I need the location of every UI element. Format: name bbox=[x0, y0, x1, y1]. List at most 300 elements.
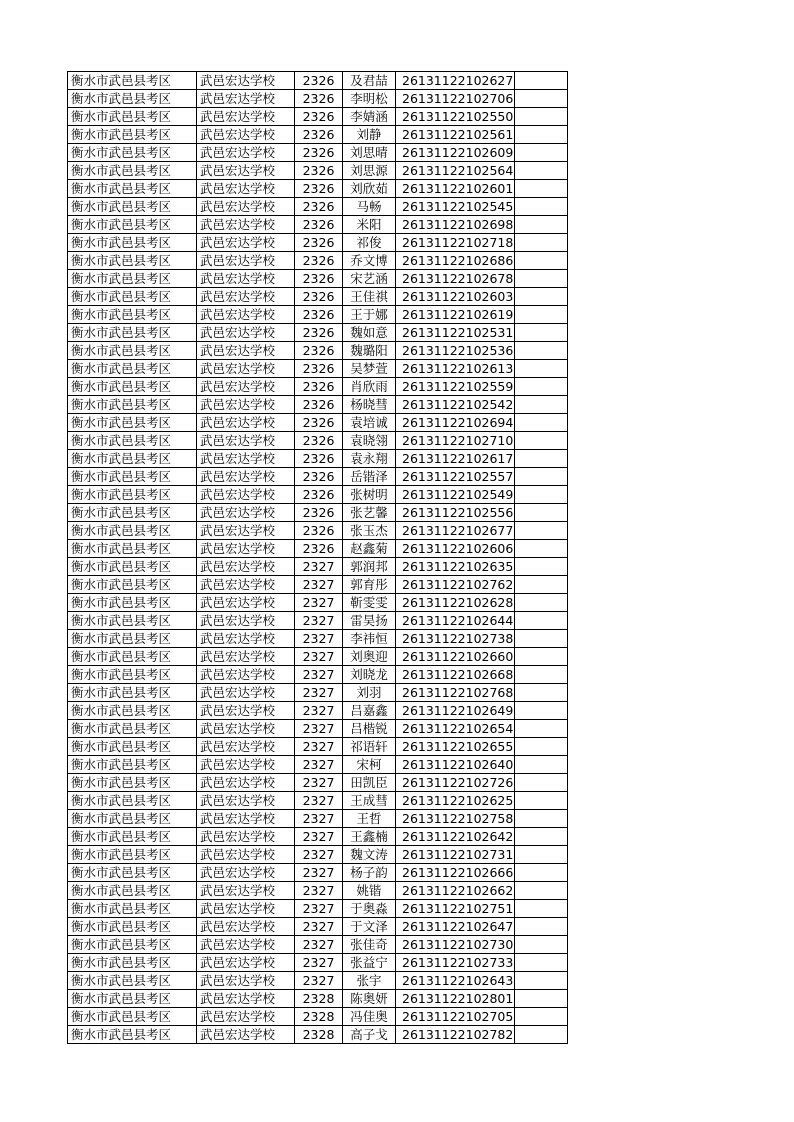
table-row bbox=[68, 882, 568, 900]
exam-id-cell: 26131122102655 bbox=[396, 738, 515, 756]
class-number-cell: 2327 bbox=[295, 954, 343, 972]
exam-area-cell: 衡水市武邑县考区 bbox=[68, 360, 197, 378]
student-name-cell: 王佳祺 bbox=[343, 288, 396, 306]
class-number-cell: 2326 bbox=[295, 144, 343, 162]
student-name-cell: 吕楷锐 bbox=[343, 720, 396, 738]
school-cell: 武邑宏达学校 bbox=[197, 90, 295, 108]
table-row bbox=[68, 324, 568, 342]
school-cell: 武邑宏达学校 bbox=[197, 288, 295, 306]
exam-area-cell: 衡水市武邑县考区 bbox=[68, 738, 197, 756]
exam-area-cell: 衡水市武邑县考区 bbox=[68, 576, 197, 594]
exam-area-cell: 衡水市武邑县考区 bbox=[68, 108, 197, 126]
class-number-cell: 2327 bbox=[295, 594, 343, 612]
table-row bbox=[68, 954, 568, 972]
student-name-cell: 陈奥妍 bbox=[343, 990, 396, 1008]
exam-area-cell: 衡水市武邑县考区 bbox=[68, 252, 197, 270]
class-number-cell: 2326 bbox=[295, 108, 343, 126]
school-cell: 武邑宏达学校 bbox=[197, 486, 295, 504]
school-cell: 武邑宏达学校 bbox=[197, 342, 295, 360]
student-name-cell: 魏璐阳 bbox=[343, 342, 396, 360]
student-name-cell: 张宇 bbox=[343, 972, 396, 990]
exam-id-cell: 26131122102710 bbox=[396, 432, 515, 450]
table-row bbox=[68, 558, 568, 576]
student-name-cell: 刘羽 bbox=[343, 684, 396, 702]
table-row bbox=[68, 738, 568, 756]
exam-id-cell: 26131122102531 bbox=[396, 324, 515, 342]
blank-cell bbox=[515, 450, 568, 468]
student-name-cell: 王鑫楠 bbox=[343, 828, 396, 846]
exam-id-cell: 26131122102694 bbox=[396, 414, 515, 432]
class-number-cell: 2326 bbox=[295, 126, 343, 144]
exam-id-cell: 26131122102666 bbox=[396, 864, 515, 882]
exam-id-cell: 26131122102686 bbox=[396, 252, 515, 270]
blank-cell bbox=[515, 810, 568, 828]
table-row bbox=[68, 108, 568, 126]
student-name-cell: 杨子韵 bbox=[343, 864, 396, 882]
student-name-cell: 王成彗 bbox=[343, 792, 396, 810]
exam-id-cell: 26131122102647 bbox=[396, 918, 515, 936]
school-cell: 武邑宏达学校 bbox=[197, 396, 295, 414]
blank-cell bbox=[515, 1008, 568, 1026]
exam-area-cell: 衡水市武邑县考区 bbox=[68, 270, 197, 288]
school-cell: 武邑宏达学校 bbox=[197, 954, 295, 972]
student-name-cell: 高子戈 bbox=[343, 1026, 396, 1044]
blank-cell bbox=[515, 540, 568, 558]
exam-id-cell: 26131122102625 bbox=[396, 792, 515, 810]
school-cell: 武邑宏达学校 bbox=[197, 144, 295, 162]
blank-cell bbox=[515, 720, 568, 738]
student-name-cell: 李婧涵 bbox=[343, 108, 396, 126]
blank-cell bbox=[515, 324, 568, 342]
class-number-cell: 2326 bbox=[295, 486, 343, 504]
table-row bbox=[68, 234, 568, 252]
exam-id-cell: 26131122102678 bbox=[396, 270, 515, 288]
student-name-cell: 魏文涛 bbox=[343, 846, 396, 864]
school-cell: 武邑宏达学校 bbox=[197, 450, 295, 468]
blank-cell bbox=[515, 252, 568, 270]
exam-area-cell: 衡水市武邑县考区 bbox=[68, 810, 197, 828]
exam-area-cell: 衡水市武邑县考区 bbox=[68, 378, 197, 396]
exam-id-cell: 26131122102536 bbox=[396, 342, 515, 360]
exam-id-cell: 26131122102635 bbox=[396, 558, 515, 576]
table-row bbox=[68, 936, 568, 954]
student-name-cell: 李明松 bbox=[343, 90, 396, 108]
exam-id-cell: 26131122102654 bbox=[396, 720, 515, 738]
table-row bbox=[68, 198, 568, 216]
student-name-cell: 岳锴泽 bbox=[343, 468, 396, 486]
class-number-cell: 2327 bbox=[295, 702, 343, 720]
table-row bbox=[68, 396, 568, 414]
blank-cell bbox=[515, 144, 568, 162]
exam-id-cell: 26131122102545 bbox=[396, 198, 515, 216]
school-cell: 武邑宏达学校 bbox=[197, 630, 295, 648]
exam-id-cell: 26131122102640 bbox=[396, 756, 515, 774]
school-cell: 武邑宏达学校 bbox=[197, 612, 295, 630]
exam-id-cell: 26131122102617 bbox=[396, 450, 515, 468]
student-name-cell: 郭润邦 bbox=[343, 558, 396, 576]
table-row bbox=[68, 504, 568, 522]
class-number-cell: 2326 bbox=[295, 504, 343, 522]
table-row bbox=[68, 72, 568, 90]
school-cell: 武邑宏达学校 bbox=[197, 702, 295, 720]
school-cell: 武邑宏达学校 bbox=[197, 810, 295, 828]
exam-area-cell: 衡水市武邑县考区 bbox=[68, 1026, 197, 1044]
student-name-cell: 田凯臣 bbox=[343, 774, 396, 792]
class-number-cell: 2326 bbox=[295, 324, 343, 342]
exam-area-cell: 衡水市武邑县考区 bbox=[68, 630, 197, 648]
school-cell: 武邑宏达学校 bbox=[197, 918, 295, 936]
table-row bbox=[68, 846, 568, 864]
exam-id-cell: 26131122102561 bbox=[396, 126, 515, 144]
class-number-cell: 2326 bbox=[295, 252, 343, 270]
class-number-cell: 2327 bbox=[295, 576, 343, 594]
blank-cell bbox=[515, 792, 568, 810]
school-cell: 武邑宏达学校 bbox=[197, 738, 295, 756]
blank-cell bbox=[515, 864, 568, 882]
table-row bbox=[68, 648, 568, 666]
exam-id-cell: 26131122102726 bbox=[396, 774, 515, 792]
table-row bbox=[68, 612, 568, 630]
school-cell: 武邑宏达学校 bbox=[197, 432, 295, 450]
exam-area-cell: 衡水市武邑县考区 bbox=[68, 198, 197, 216]
blank-cell bbox=[515, 342, 568, 360]
class-number-cell: 2327 bbox=[295, 792, 343, 810]
exam-area-cell: 衡水市武邑县考区 bbox=[68, 972, 197, 990]
exam-area-cell: 衡水市武邑县考区 bbox=[68, 522, 197, 540]
exam-id-cell: 26131122102549 bbox=[396, 486, 515, 504]
school-cell: 武邑宏达学校 bbox=[197, 666, 295, 684]
table-row bbox=[68, 576, 568, 594]
exam-area-cell: 衡水市武邑县考区 bbox=[68, 900, 197, 918]
student-name-cell: 王哲 bbox=[343, 810, 396, 828]
class-number-cell: 2326 bbox=[295, 288, 343, 306]
blank-cell bbox=[515, 756, 568, 774]
table-row bbox=[68, 306, 568, 324]
school-cell: 武邑宏达学校 bbox=[197, 576, 295, 594]
exam-id-cell: 26131122102768 bbox=[396, 684, 515, 702]
student-name-cell: 张佳奇 bbox=[343, 936, 396, 954]
exam-area-cell: 衡水市武邑县考区 bbox=[68, 846, 197, 864]
student-name-cell: 刘思晴 bbox=[343, 144, 396, 162]
exam-id-cell: 26131122102733 bbox=[396, 954, 515, 972]
class-number-cell: 2327 bbox=[295, 720, 343, 738]
exam-area-cell: 衡水市武邑县考区 bbox=[68, 180, 197, 198]
class-number-cell: 2328 bbox=[295, 1026, 343, 1044]
class-number-cell: 2326 bbox=[295, 432, 343, 450]
blank-cell bbox=[515, 378, 568, 396]
student-name-cell: 姚锴 bbox=[343, 882, 396, 900]
class-number-cell: 2327 bbox=[295, 738, 343, 756]
exam-id-cell: 26131122102698 bbox=[396, 216, 515, 234]
exam-id-cell: 26131122102556 bbox=[396, 504, 515, 522]
exam-id-cell: 26131122102542 bbox=[396, 396, 515, 414]
table-row bbox=[68, 720, 568, 738]
school-cell: 武邑宏达学校 bbox=[197, 162, 295, 180]
exam-area-cell: 衡水市武邑县考区 bbox=[68, 342, 197, 360]
blank-cell bbox=[515, 900, 568, 918]
table-row bbox=[68, 756, 568, 774]
school-cell: 武邑宏达学校 bbox=[197, 846, 295, 864]
exam-area-cell: 衡水市武邑县考区 bbox=[68, 468, 197, 486]
exam-area-cell: 衡水市武邑县考区 bbox=[68, 666, 197, 684]
blank-cell bbox=[515, 882, 568, 900]
student-name-cell: 宋艺涵 bbox=[343, 270, 396, 288]
class-number-cell: 2326 bbox=[295, 342, 343, 360]
school-cell: 武邑宏达学校 bbox=[197, 414, 295, 432]
exam-area-cell: 衡水市武邑县考区 bbox=[68, 414, 197, 432]
table-row bbox=[68, 918, 568, 936]
class-number-cell: 2327 bbox=[295, 882, 343, 900]
blank-cell bbox=[515, 684, 568, 702]
exam-id-cell: 26131122102559 bbox=[396, 378, 515, 396]
student-name-cell: 张玉杰 bbox=[343, 522, 396, 540]
class-number-cell: 2326 bbox=[295, 306, 343, 324]
exam-area-cell: 衡水市武邑县考区 bbox=[68, 486, 197, 504]
class-number-cell: 2327 bbox=[295, 810, 343, 828]
table-row bbox=[68, 990, 568, 1008]
blank-cell bbox=[515, 702, 568, 720]
exam-id-cell: 26131122102738 bbox=[396, 630, 515, 648]
blank-cell bbox=[515, 360, 568, 378]
table-row bbox=[68, 432, 568, 450]
roster-table-body bbox=[68, 72, 568, 1044]
exam-area-cell: 衡水市武邑县考区 bbox=[68, 720, 197, 738]
exam-area-cell: 衡水市武邑县考区 bbox=[68, 954, 197, 972]
student-name-cell: 冯佳奥 bbox=[343, 1008, 396, 1026]
exam-id-cell: 26131122102662 bbox=[396, 882, 515, 900]
exam-area-cell: 衡水市武邑县考区 bbox=[68, 432, 197, 450]
table-row bbox=[68, 486, 568, 504]
school-cell: 武邑宏达学校 bbox=[197, 216, 295, 234]
class-number-cell: 2327 bbox=[295, 864, 343, 882]
school-cell: 武邑宏达学校 bbox=[197, 792, 295, 810]
school-cell: 武邑宏达学校 bbox=[197, 270, 295, 288]
school-cell: 武邑宏达学校 bbox=[197, 1008, 295, 1026]
exam-id-cell: 26131122102642 bbox=[396, 828, 515, 846]
exam-id-cell: 26131122102603 bbox=[396, 288, 515, 306]
exam-area-cell: 衡水市武邑县考区 bbox=[68, 918, 197, 936]
table-row bbox=[68, 270, 568, 288]
blank-cell bbox=[515, 558, 568, 576]
class-number-cell: 2326 bbox=[295, 90, 343, 108]
exam-id-cell: 26131122102758 bbox=[396, 810, 515, 828]
table-row bbox=[68, 126, 568, 144]
student-name-cell: 吕嘉鑫 bbox=[343, 702, 396, 720]
table-row bbox=[68, 144, 568, 162]
student-name-cell: 李祎恒 bbox=[343, 630, 396, 648]
exam-id-cell: 26131122102643 bbox=[396, 972, 515, 990]
exam-area-cell: 衡水市武邑县考区 bbox=[68, 864, 197, 882]
table-row bbox=[68, 162, 568, 180]
exam-area-cell: 衡水市武邑县考区 bbox=[68, 990, 197, 1008]
blank-cell bbox=[515, 846, 568, 864]
school-cell: 武邑宏达学校 bbox=[197, 234, 295, 252]
exam-area-cell: 衡水市武邑县考区 bbox=[68, 612, 197, 630]
student-name-cell: 刘思源 bbox=[343, 162, 396, 180]
table-row bbox=[68, 540, 568, 558]
student-name-cell: 魏如意 bbox=[343, 324, 396, 342]
school-cell: 武邑宏达学校 bbox=[197, 774, 295, 792]
table-row bbox=[68, 900, 568, 918]
student-name-cell: 郭育彤 bbox=[343, 576, 396, 594]
table-row bbox=[68, 342, 568, 360]
school-cell: 武邑宏达学校 bbox=[197, 720, 295, 738]
exam-area-cell: 衡水市武邑县考区 bbox=[68, 558, 197, 576]
student-name-cell: 靳雯雯 bbox=[343, 594, 396, 612]
class-number-cell: 2327 bbox=[295, 936, 343, 954]
exam-id-cell: 26131122102677 bbox=[396, 522, 515, 540]
student-name-cell: 袁晓翎 bbox=[343, 432, 396, 450]
school-cell: 武邑宏达学校 bbox=[197, 126, 295, 144]
class-number-cell: 2327 bbox=[295, 972, 343, 990]
table-row bbox=[68, 630, 568, 648]
blank-cell bbox=[515, 198, 568, 216]
exam-id-cell: 26131122102782 bbox=[396, 1026, 515, 1044]
school-cell: 武邑宏达学校 bbox=[197, 558, 295, 576]
blank-cell bbox=[515, 648, 568, 666]
class-number-cell: 2326 bbox=[295, 162, 343, 180]
exam-id-cell: 26131122102550 bbox=[396, 108, 515, 126]
blank-cell bbox=[515, 216, 568, 234]
class-number-cell: 2328 bbox=[295, 990, 343, 1008]
exam-id-cell: 26131122102564 bbox=[396, 162, 515, 180]
exam-id-cell: 26131122102731 bbox=[396, 846, 515, 864]
class-number-cell: 2326 bbox=[295, 414, 343, 432]
table-row bbox=[68, 450, 568, 468]
school-cell: 武邑宏达学校 bbox=[197, 864, 295, 882]
class-number-cell: 2326 bbox=[295, 234, 343, 252]
exam-area-cell: 衡水市武邑县考区 bbox=[68, 216, 197, 234]
school-cell: 武邑宏达学校 bbox=[197, 324, 295, 342]
class-number-cell: 2327 bbox=[295, 918, 343, 936]
class-number-cell: 2326 bbox=[295, 468, 343, 486]
blank-cell bbox=[515, 108, 568, 126]
class-number-cell: 2327 bbox=[295, 612, 343, 630]
exam-id-cell: 26131122102613 bbox=[396, 360, 515, 378]
class-number-cell: 2327 bbox=[295, 774, 343, 792]
exam-area-cell: 衡水市武邑县考区 bbox=[68, 72, 197, 90]
exam-area-cell: 衡水市武邑县考区 bbox=[68, 828, 197, 846]
table-row bbox=[68, 414, 568, 432]
exam-area-cell: 衡水市武邑县考区 bbox=[68, 90, 197, 108]
exam-id-cell: 26131122102627 bbox=[396, 72, 515, 90]
blank-cell bbox=[515, 774, 568, 792]
exam-id-cell: 26131122102718 bbox=[396, 234, 515, 252]
school-cell: 武邑宏达学校 bbox=[197, 882, 295, 900]
blank-cell bbox=[515, 270, 568, 288]
exam-id-cell: 26131122102730 bbox=[396, 936, 515, 954]
blank-cell bbox=[515, 306, 568, 324]
table-row bbox=[68, 684, 568, 702]
blank-cell bbox=[515, 414, 568, 432]
blank-cell bbox=[515, 612, 568, 630]
school-cell: 武邑宏达学校 bbox=[197, 378, 295, 396]
class-number-cell: 2327 bbox=[295, 684, 343, 702]
blank-cell bbox=[515, 972, 568, 990]
table-row bbox=[68, 522, 568, 540]
exam-area-cell: 衡水市武邑县考区 bbox=[68, 936, 197, 954]
class-number-cell: 2327 bbox=[295, 666, 343, 684]
exam-area-cell: 衡水市武邑县考区 bbox=[68, 702, 197, 720]
blank-cell bbox=[515, 918, 568, 936]
school-cell: 武邑宏达学校 bbox=[197, 936, 295, 954]
exam-area-cell: 衡水市武邑县考区 bbox=[68, 126, 197, 144]
blank-cell bbox=[515, 594, 568, 612]
school-cell: 武邑宏达学校 bbox=[197, 756, 295, 774]
exam-id-cell: 26131122102644 bbox=[396, 612, 515, 630]
roster-table bbox=[67, 71, 568, 1044]
class-number-cell: 2326 bbox=[295, 198, 343, 216]
exam-area-cell: 衡水市武邑县考区 bbox=[68, 882, 197, 900]
blank-cell bbox=[515, 630, 568, 648]
exam-id-cell: 26131122102619 bbox=[396, 306, 515, 324]
blank-cell bbox=[515, 180, 568, 198]
school-cell: 武邑宏达学校 bbox=[197, 198, 295, 216]
exam-area-cell: 衡水市武邑县考区 bbox=[68, 792, 197, 810]
table-row bbox=[68, 594, 568, 612]
class-number-cell: 2327 bbox=[295, 558, 343, 576]
class-number-cell: 2326 bbox=[295, 72, 343, 90]
blank-cell bbox=[515, 396, 568, 414]
school-cell: 武邑宏达学校 bbox=[197, 360, 295, 378]
school-cell: 武邑宏达学校 bbox=[197, 594, 295, 612]
blank-cell bbox=[515, 1026, 568, 1044]
blank-cell bbox=[515, 666, 568, 684]
class-number-cell: 2326 bbox=[295, 396, 343, 414]
exam-id-cell: 26131122102705 bbox=[396, 1008, 515, 1026]
exam-id-cell: 26131122102660 bbox=[396, 648, 515, 666]
table-row bbox=[68, 702, 568, 720]
school-cell: 武邑宏达学校 bbox=[197, 504, 295, 522]
school-cell: 武邑宏达学校 bbox=[197, 648, 295, 666]
class-number-cell: 2326 bbox=[295, 180, 343, 198]
student-name-cell: 马畅 bbox=[343, 198, 396, 216]
exam-area-cell: 衡水市武邑县考区 bbox=[68, 396, 197, 414]
class-number-cell: 2327 bbox=[295, 630, 343, 648]
school-cell: 武邑宏达学校 bbox=[197, 990, 295, 1008]
school-cell: 武邑宏达学校 bbox=[197, 828, 295, 846]
exam-area-cell: 衡水市武邑县考区 bbox=[68, 504, 197, 522]
exam-area-cell: 衡水市武邑县考区 bbox=[68, 234, 197, 252]
student-name-cell: 吴梦萱 bbox=[343, 360, 396, 378]
table-row bbox=[68, 774, 568, 792]
student-name-cell: 祁俊 bbox=[343, 234, 396, 252]
table-row bbox=[68, 792, 568, 810]
exam-area-cell: 衡水市武邑县考区 bbox=[68, 306, 197, 324]
table-row bbox=[68, 810, 568, 828]
exam-id-cell: 26131122102801 bbox=[396, 990, 515, 1008]
student-name-cell: 王于娜 bbox=[343, 306, 396, 324]
student-name-cell: 及君喆 bbox=[343, 72, 396, 90]
table-row bbox=[68, 288, 568, 306]
exam-area-cell: 衡水市武邑县考区 bbox=[68, 144, 197, 162]
blank-cell bbox=[515, 90, 568, 108]
student-name-cell: 刘晓龙 bbox=[343, 666, 396, 684]
blank-cell bbox=[515, 504, 568, 522]
blank-cell bbox=[515, 954, 568, 972]
school-cell: 武邑宏达学校 bbox=[197, 180, 295, 198]
exam-id-cell: 26131122102601 bbox=[396, 180, 515, 198]
exam-area-cell: 衡水市武邑县考区 bbox=[68, 324, 197, 342]
table-row bbox=[68, 90, 568, 108]
school-cell: 武邑宏达学校 bbox=[197, 900, 295, 918]
table-row bbox=[68, 180, 568, 198]
student-name-cell: 刘奥迎 bbox=[343, 648, 396, 666]
exam-area-cell: 衡水市武邑县考区 bbox=[68, 288, 197, 306]
class-number-cell: 2326 bbox=[295, 216, 343, 234]
class-number-cell: 2327 bbox=[295, 648, 343, 666]
table-row bbox=[68, 972, 568, 990]
